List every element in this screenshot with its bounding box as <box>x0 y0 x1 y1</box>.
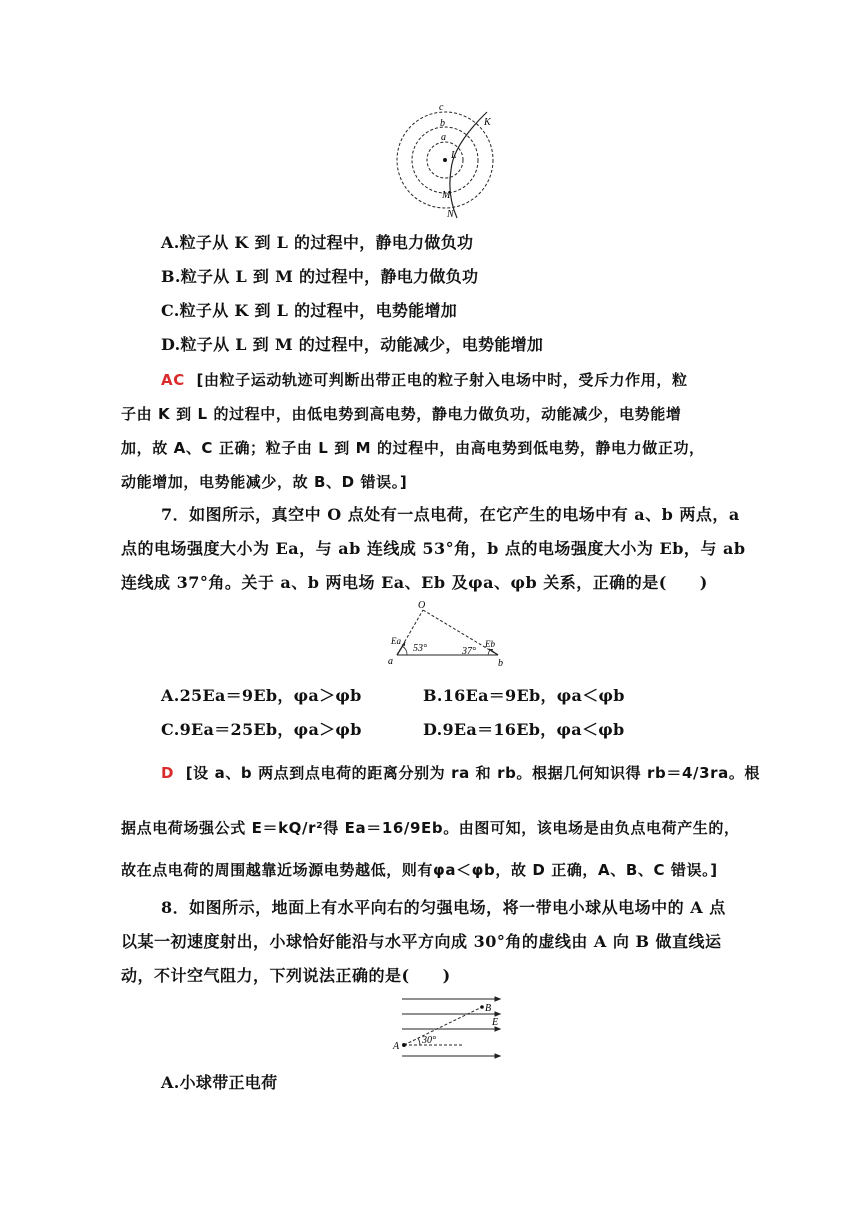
q6-option-b: B.粒子从 L 到 M 的过程中，静电力做负功 <box>161 267 479 286</box>
q6-option-c: C.粒子从 K 到 L 的过程中，电势能增加 <box>161 301 458 320</box>
q7-explanation-line3: 故在点电荷的周围越靠近场源电势越低，则有φa＜φb，故 D 正确，A、B、C 错误。] <box>121 861 718 879</box>
q7-answer-key: D <box>161 764 175 782</box>
label-point-a: a <box>388 656 393 667</box>
q6-explanation-line1: AC [由粒子运动轨迹可判断出带正电的粒子射入电场中时，受斥力作用，粒 <box>161 371 688 389</box>
q7-explanation-line1: D [设 a、b 两点到点电荷的距离分别为 ra 和 rb。根据几何知识得 rb＝4/3ra。根 <box>161 764 761 782</box>
label-N: N <box>447 209 454 220</box>
label-a: a <box>441 132 446 143</box>
q6-option-a: A.粒子从 K 到 L 的过程中，静电力做负功 <box>161 233 474 252</box>
label-point-b: b <box>498 658 503 669</box>
q8-stem-line3: 动，不计空气阻力，下列说法正确的是( ) <box>121 966 451 985</box>
q7-stem-line1: 7．如图所示，真空中 O 点处有一点电荷，在它产生的电场中有 a、b 两点，a <box>161 505 740 524</box>
q7-stem-line2: 点的电场强度大小为 Ea，与 ab 连线成 53°角，b 点的电场强度大小为 Eb，与 ab <box>121 539 746 558</box>
label-c: c <box>439 102 444 113</box>
q6-explanation-line2: 子由 K 到 L 的过程中，由低电势到高电势，静电力做负功，动能减少，电势能增 <box>121 405 682 423</box>
q7-option-c: C.9Ea＝25Eb，φa＞φb <box>161 720 362 739</box>
label-L: L <box>451 150 457 161</box>
label-O: O <box>418 600 426 611</box>
q7-explanation-line2: 据点电荷场强公式 E＝kQ/r²得 Ea＝16/9Eb。由图可知，该电场是由负点电荷产生的， <box>121 819 740 837</box>
q7-option-d: D.9Ea＝16Eb，φa＜φb <box>423 720 625 739</box>
q8-stem-line1: 8．如图所示，地面上有水平向右的匀强电场，将一带电小球从电场中的 A 点 <box>161 898 726 917</box>
q7-stem-line3: 连线成 37°角。关于 a、b 两电场 Ea、Eb 及φa、φb 关系，正确的是( ) <box>121 573 708 592</box>
label-B: B <box>485 1003 492 1014</box>
triangle-figure <box>385 600 510 672</box>
label-E: E <box>492 1017 499 1028</box>
uniform-field-figure <box>390 993 505 1061</box>
label-53: 53° <box>413 643 427 654</box>
label-A: A <box>393 1041 400 1052</box>
label-M: M <box>442 190 451 201</box>
label-37: 37° <box>462 646 476 657</box>
q7-option-b: B.16Ea＝9Eb，φa＜φb <box>423 686 625 705</box>
q8-option-a: A.小球带正电荷 <box>161 1073 278 1092</box>
q6-option-d: D.粒子从 L 到 M 的过程中，动能减少，电势能增加 <box>161 335 544 354</box>
label-b: b <box>440 118 445 129</box>
q6-explanation-line3: 加，故 A、C 正确；粒子由 L 到 M 的过程中，由高电势到低电势，静电力做正功， <box>121 439 705 457</box>
label-30: 30° <box>422 1035 436 1046</box>
q8-stem-line2: 以某一初速度射出，小球恰好能沿与水平方向成 30°角的虚线由 A 向 B 做直线运 <box>121 932 722 951</box>
label-Eb: Eb <box>485 639 495 649</box>
equipotential-figure <box>395 100 515 225</box>
label-Ea: Ea <box>391 636 401 646</box>
q6-answer-key: AC <box>161 371 185 389</box>
q6-explanation-line4: 动能增加，电势能减少，故 B、D 错误。] <box>121 473 408 491</box>
label-K: K <box>484 117 491 128</box>
q7-option-a: A.25Ea＝9Eb，φa＞φb <box>161 686 362 705</box>
